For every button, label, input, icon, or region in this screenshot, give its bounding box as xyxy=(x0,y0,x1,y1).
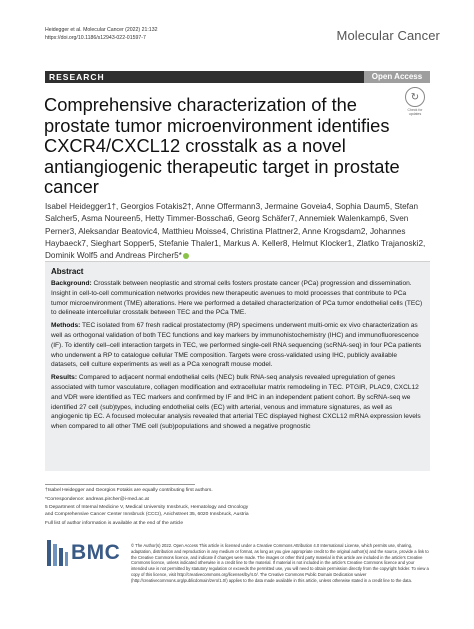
article-type-label: RESEARCH xyxy=(49,72,105,82)
background-label: Background: xyxy=(51,280,92,287)
abstract-methods xyxy=(51,321,424,370)
journal-name: Molecular Cancer xyxy=(336,28,440,43)
abstract-box xyxy=(45,261,430,471)
methods-label: Methods: xyxy=(51,322,81,330)
abstract-results xyxy=(51,373,424,432)
refresh-icon: ↻ xyxy=(405,87,425,107)
correspondence-note[interactable]: *Correspondence: andreas.pircher@i-med.ac.at xyxy=(45,496,149,502)
bmc-logo-icon xyxy=(45,538,69,568)
citation-line: Heidegger et al. Molecular Cancer (2022) 21:132 xyxy=(45,27,158,33)
footnote-divider xyxy=(45,484,195,485)
equal-contribution-note: †Isabel Heidegger and Georgios Fotakis are equally contributing first authors. xyxy=(45,488,213,493)
more-info-note: Full list of author information is available at the end of the article xyxy=(45,520,184,526)
methods-text: TEC isolated from 67 fresh radical prostatectomy (RP) specimens underwent multi-omic ex vivo characterization as well as orthogonal validation of both TEC functions and key markers by immunohistochemistry (IHC) and immunofluorescence (IF). To identify cell–cell interaction targets in TEC, we performed single-cell RNA sequencing (scRNA-seq) in four PCa patients who underwent a RP to catalogue cellular TME composition. Targets were cross-validated using IHC, publicly available datasets, cell culture experiments as well as a PCa xenograft mouse model. xyxy=(51,322,422,369)
citation xyxy=(45,27,157,42)
check-for-updates-button[interactable] xyxy=(405,87,425,115)
open-access-badge[interactable]: Open Access xyxy=(364,71,430,83)
affiliation-note: 5 Department of Internal Medicine V, Medical University Innsbruck, Hematology and Oncology and Comprehensive Cancer Center Innsbruck (CCCI), Anichstreet 35, 6020 Innsbruck, Austria xyxy=(45,505,249,518)
results-label: Results: xyxy=(51,374,78,382)
abstract-body xyxy=(51,279,424,435)
footnotes xyxy=(45,488,255,530)
check-for-updates-label: Check for updates xyxy=(407,108,423,116)
abstract-heading: Abstract xyxy=(51,267,84,276)
article-type-banner xyxy=(45,71,430,83)
abstract-background xyxy=(51,279,424,318)
license-text: © The Author(s) 2022. Open Access This article is licensed under a Creative Commons Attribution 4.0 International License, which permits use, sharing, adaptation, distribution and reproduction in any medium or format, as long as you give appropriate credit to the original author(s) and the source, provide a link to the Creative Commons licence, and indicate if changes were made. The images or other third party material in this article are included in the article's Creative Commons licence, unless indicated otherwise in a credit line to the material. If material is not included in the article's Creative Commons licence and your intended use is not permitted by statutory regulation or exceeds the permitted use, you will need to obtain permission directly from the copyright holder. To view a copy of this licence, visit http://creativecommons.org/licenses/by/4.0/. The Creative Commons Public Domain Dedication waiver (http://creativecommons.org/publicdomain/zero/1.0/) applies to the data made available in this article, unless otherwise stated in a credit line to the data. xyxy=(131,543,429,583)
results-text: Compared to adjacent normal endothelial cells (NEC) bulk RNA-seq analysis revealed upregulation of genes associated with tumor vasculature, collagen modification and extracellular matrix remodeling in TEC. PTGIR, PLAC9, CXCL12 and VDR were identified as TEC markers and confirmed by IF and IHC in an independent patient cohort. By scRNA-seq we identified 27 cell (sub)types, including endothelial cells (EC) with arterial, venous and immature signatures, as well as angiogenic tip EC. A focused molecular analysis revealed that arterial TEC displayed highest CXCL12 mRNA expression levels when compared to all other TME cell (sub)populations and showed a negative prognostic xyxy=(51,374,421,431)
bmc-logo xyxy=(45,538,125,570)
orcid-icon[interactable] xyxy=(183,253,189,259)
background-text: Crosstalk between neoplastic and stromal cells fosters prostate cancer (PCa) progression and dissemination. Insight in cell-to-cell communication networks provides new therapeutic avenues to mold processes that contribute to PCa tumor microenvironment (TME) alterations. Here we performed a detailed characterization of PCa tumor endothelial cells (TEC) to delineate intercellular crosstalk between TEC and the PCa TME. xyxy=(51,280,423,317)
doi-link[interactable]: https://doi.org/10.1186/s12943-022-01597-7 xyxy=(45,34,146,41)
author-list xyxy=(45,201,435,262)
bmc-wordmark: BMC xyxy=(71,541,121,564)
article-title: Comprehensive characterization of the prostate tumor microenvironment identifies CXCR4/CXCL12 crosstalk as a novel antiangiogenic therapeutic target in prostate cancer xyxy=(44,94,400,197)
authors-text: Isabel Heidegger1†, Georgios Fotakis2†, Anne Offermann3, Jermaine Goveia4, Sophia Daum5, Stefan Salcher5, Asma Noureen5, Hetty Timmer-Bosscha6, Georg Schäfer7, Annemiek Walenkamp6, Sven Perner3, Aleksandar Beatovic4, Matthieu Moisse4, Christina Plattner2, Anne Krogsdam2, Johannes Haybaeck7, Sieghart Sopper5, Stefanie Thaler1, Markus A. Keller8, Helmut Klocker1, Zlatko Trajanoski2, Dominik Wolf5 and Andreas Pircher5* xyxy=(45,202,426,261)
